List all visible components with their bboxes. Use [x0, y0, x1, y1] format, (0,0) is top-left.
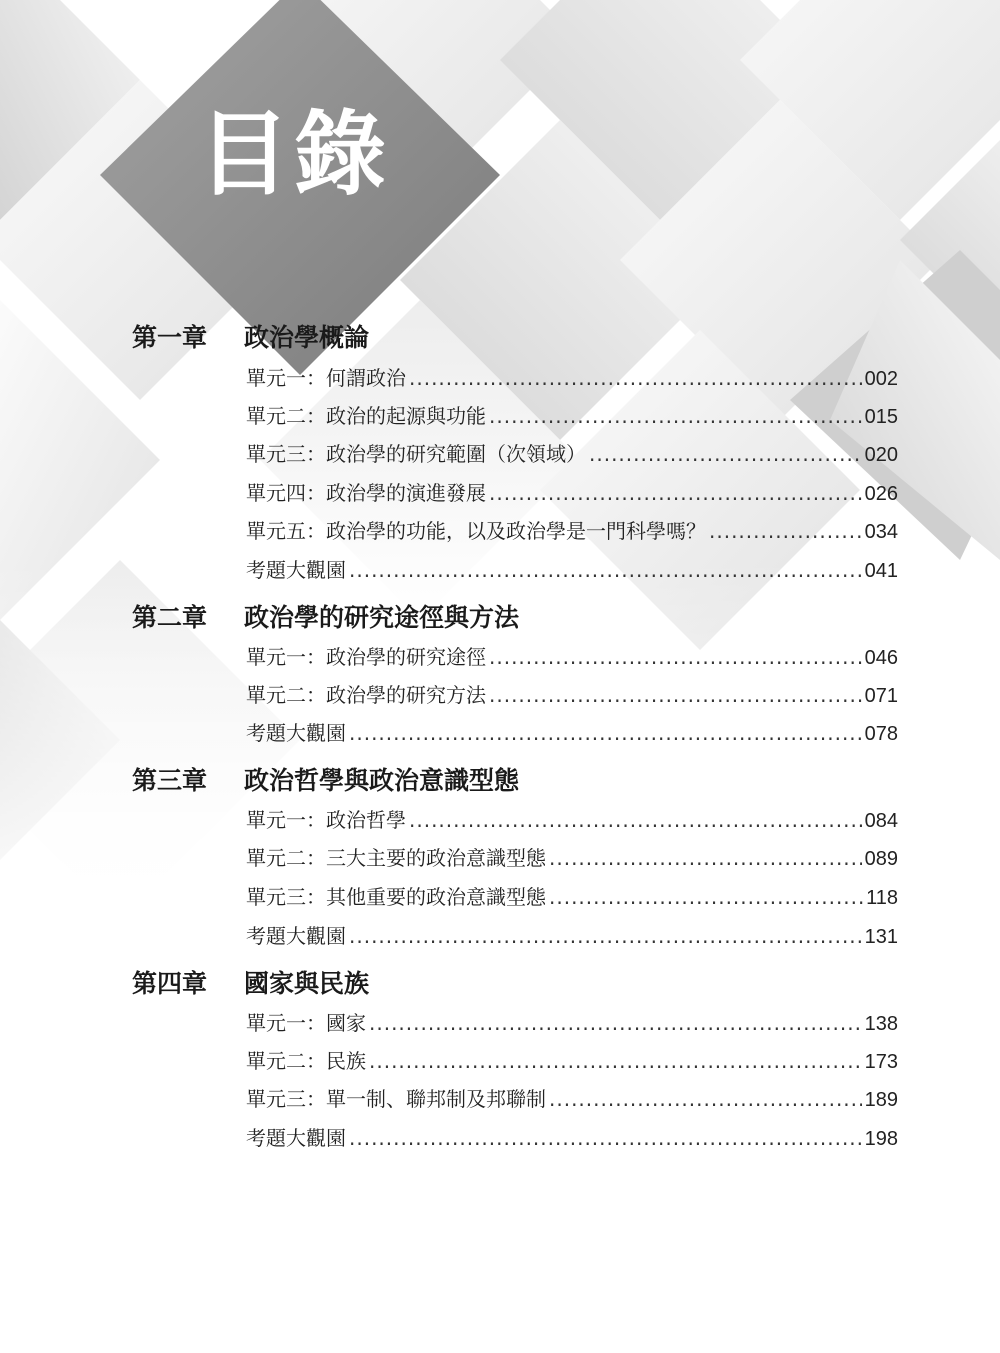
leader-dots — [349, 717, 862, 749]
chapter-number: 第三章 — [132, 766, 208, 795]
toc-entry-page: 138 — [864, 1013, 898, 1035]
toc-entry-page: 173 — [864, 1051, 898, 1073]
chapter-title: 政治學概論 — [244, 323, 370, 352]
toc-entry-page: 131 — [864, 926, 898, 948]
toc-entry-page: 118 — [866, 887, 898, 909]
leader-dots — [489, 679, 862, 711]
toc-entry-label: 單元二：政治的起源與功能 — [246, 404, 486, 428]
leader-dots — [709, 515, 862, 547]
toc-entry-label: 單元四：政治學的演進發展 — [246, 481, 486, 505]
toc-entry — [246, 641, 898, 673]
toc-entry-page: 041 — [864, 560, 898, 582]
toc-entry — [246, 1045, 898, 1077]
leader-dots — [489, 477, 862, 509]
toc-entry-page: 189 — [864, 1089, 898, 1111]
leader-dots — [369, 1045, 862, 1077]
toc-entry — [246, 438, 898, 470]
toc-entry-page: 046 — [864, 647, 898, 669]
leader-dots — [369, 1007, 862, 1039]
toc-entry-page: 198 — [864, 1128, 898, 1150]
toc-entry — [246, 477, 898, 509]
toc-entry — [246, 554, 898, 586]
leader-dots — [349, 920, 862, 952]
leader-dots — [409, 362, 862, 394]
toc-entry-label: 考題大觀園 — [246, 924, 346, 948]
leader-dots — [549, 842, 862, 874]
toc-entry — [246, 515, 898, 547]
toc-entry-label: 單元二：三大主要的政治意識型態 — [246, 846, 546, 870]
toc-entry — [246, 1007, 898, 1039]
chapter-heading — [132, 964, 892, 1004]
chapter-heading — [132, 318, 892, 358]
toc-entry-label: 單元一：國家 — [246, 1011, 366, 1035]
leader-dots — [409, 804, 862, 836]
toc-entry — [246, 804, 898, 836]
toc-entry-page: 020 — [864, 444, 898, 466]
toc-entry-label: 單元一：何謂政治 — [246, 366, 406, 390]
toc-entry — [246, 920, 898, 952]
leader-dots — [349, 554, 862, 586]
leader-dots — [489, 641, 862, 673]
toc-entry-label: 考題大觀園 — [246, 1126, 346, 1150]
toc-entry — [246, 362, 898, 394]
page-title: 目錄 — [198, 101, 391, 208]
toc-entry-page: 078 — [864, 723, 898, 745]
leader-dots — [489, 400, 862, 432]
toc-entry — [246, 679, 898, 711]
leader-dots — [349, 1122, 862, 1154]
chapter-title: 政治哲學與政治意識型態 — [244, 766, 520, 795]
leader-dots — [549, 1083, 862, 1115]
toc-entry-label: 考題大觀園 — [246, 721, 346, 745]
chapter-title: 政治學的研究途徑與方法 — [244, 603, 520, 632]
toc-entry-label: 單元一：政治學的研究途徑 — [246, 645, 486, 669]
chapter-number: 第二章 — [132, 603, 208, 632]
toc-entry — [246, 1083, 898, 1115]
toc-entry-page: 084 — [864, 810, 898, 832]
chapter-title: 國家與民族 — [244, 969, 370, 998]
toc-entry — [246, 717, 898, 749]
toc-entry-label: 單元一：政治哲學 — [246, 808, 406, 832]
toc-entry — [246, 400, 898, 432]
toc-entry-label: 單元三：其他重要的政治意識型態 — [246, 885, 546, 909]
chapter-heading — [132, 761, 892, 801]
leader-dots — [589, 438, 862, 470]
toc-entry-label: 單元五：政治學的功能，以及政治學是一門科學嗎？ — [246, 519, 706, 543]
toc-entry-label: 單元三：單一制、聯邦制及邦聯制 — [246, 1087, 546, 1111]
chapter-heading — [132, 598, 892, 638]
toc-entry-page: 026 — [864, 483, 898, 505]
toc-entry-label: 單元三：政治學的研究範圍（次領域） — [246, 442, 586, 466]
toc-entry — [246, 842, 898, 874]
toc-entry-page: 015 — [864, 406, 898, 428]
leader-dots — [549, 881, 863, 913]
toc-entry-label: 考題大觀園 — [246, 558, 346, 582]
toc-entry-page: 089 — [864, 848, 898, 870]
toc-entry — [246, 1122, 898, 1154]
toc-entry-page: 071 — [864, 685, 898, 707]
toc-entry-page: 034 — [864, 521, 898, 543]
toc-entry-label: 單元二：民族 — [246, 1049, 366, 1073]
toc-entry — [246, 881, 898, 913]
chapter-number: 第四章 — [132, 969, 208, 998]
toc-entry-page: 002 — [864, 368, 898, 390]
chapter-number: 第一章 — [132, 323, 208, 352]
toc-entry-label: 單元二：政治學的研究方法 — [246, 683, 486, 707]
